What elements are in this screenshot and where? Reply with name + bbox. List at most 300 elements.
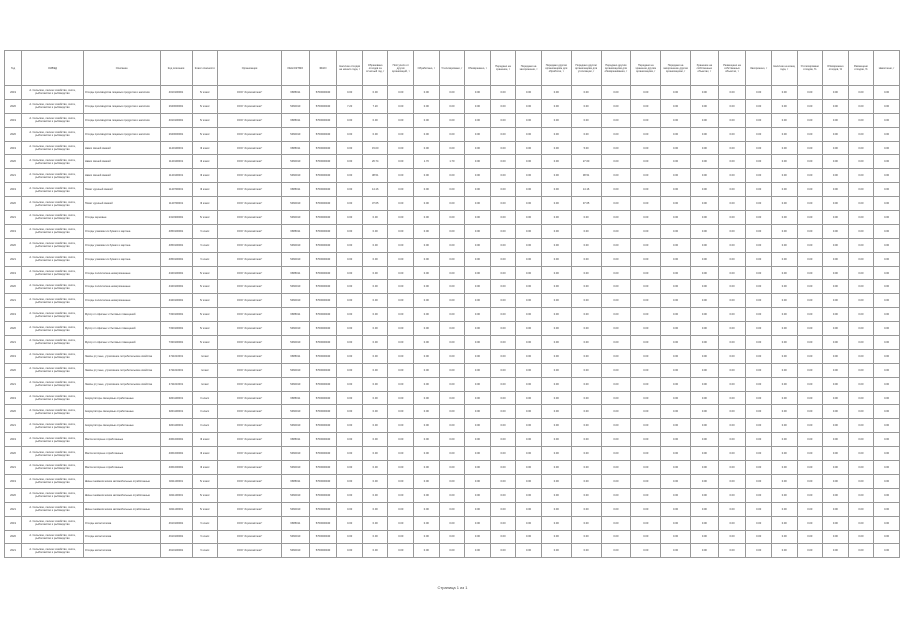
table-cell: 0.00 <box>848 377 874 391</box>
table-cell: 0.00 <box>465 433 491 447</box>
table-cell: ООО "Агрокомплекс" <box>218 308 282 322</box>
table-cell: 4610100001 <box>160 530 192 544</box>
table-cell: ООО "Агрокомплекс" <box>218 294 282 308</box>
table-cell: 0.00 <box>388 419 414 433</box>
table-cell: 0.00 <box>541 86 571 100</box>
table-cell: 0.00 <box>516 336 542 350</box>
table-cell: 0.00 <box>388 544 414 558</box>
table-cell: 5700000040 <box>309 516 337 530</box>
table-cell: 0.00 <box>388 183 414 197</box>
table-cell: 5700000040 <box>309 280 337 294</box>
table-cell: 0.00 <box>439 211 465 225</box>
table-cell: 0.00 <box>718 419 746 433</box>
header-row <box>5 51 900 86</box>
table-cell: V класс <box>192 252 218 266</box>
column-header: Год <box>5 51 22 86</box>
table-cell: 0.00 <box>516 308 542 322</box>
table-cell: 0.00 <box>541 349 571 363</box>
table-cell: 5700000040 <box>309 502 337 516</box>
table-row <box>5 113 900 127</box>
table-cell: ООО "Агрокомплекс" <box>218 544 282 558</box>
table-cell: 2021 <box>5 419 22 433</box>
table-cell: 0.00 <box>337 183 363 197</box>
table-cell: 0.00 <box>661 447 691 461</box>
table-cell: 0.00 <box>362 280 388 294</box>
table-cell: 4340100001 <box>160 266 192 280</box>
table-cell: 0.00 <box>718 113 746 127</box>
column-header: Передано на хранение другим организациям, т <box>631 51 661 86</box>
table-cell: 0.00 <box>337 322 363 336</box>
table-cell: 0.00 <box>465 238 491 252</box>
table-cell: 0.00 <box>439 113 465 127</box>
table-cell: 0.00 <box>571 447 601 461</box>
table-cell: 0.00 <box>439 377 465 391</box>
table-cell: ООО "Агрокомплекс" <box>218 155 282 169</box>
table-cell: 2020 <box>5 155 22 169</box>
table-cell: 0.00 <box>661 266 691 280</box>
table-cell: 0.00 <box>465 530 491 544</box>
table-row <box>5 377 900 391</box>
table-cell: 0.00 <box>631 197 661 211</box>
table-cell: 0.00 <box>601 405 631 419</box>
table-cell: 0.00 <box>691 336 719 350</box>
table-cell: ООО "Агрокомплекс" <box>218 474 282 488</box>
table-cell: 0.00 <box>490 349 516 363</box>
table-cell: 0.00 <box>718 516 746 530</box>
table-cell: 0.00 <box>388 322 414 336</box>
table-cell: 2019 <box>5 308 22 322</box>
column-header: Передано другим организациям для обработки, т <box>541 51 571 86</box>
table-cell: 4610100001 <box>160 516 192 530</box>
table-cell: 6685011 <box>281 113 309 127</box>
table-cell: 0.00 <box>823 530 849 544</box>
table-cell: 0.00 <box>823 99 849 113</box>
table-cell: 0.00 <box>691 266 719 280</box>
table-row <box>5 141 900 155</box>
table-cell: 0.00 <box>823 322 849 336</box>
table-cell: V класс <box>192 238 218 252</box>
column-header: Передано на хранение, т <box>490 51 516 86</box>
table-cell: 0.00 <box>337 86 363 100</box>
table-cell: 0.00 <box>718 363 746 377</box>
table-cell: 0.00 <box>571 544 601 558</box>
table-cell: 0.00 <box>823 349 849 363</box>
table-cell: 0.00 <box>337 516 363 530</box>
table-cell: 0.00 <box>465 252 491 266</box>
table-cell: 0.00 <box>541 405 571 419</box>
table-cell: 5700000040 <box>309 349 337 363</box>
table-cell: 0.00 <box>848 516 874 530</box>
table-cell: 0.00 <box>797 363 823 377</box>
table-cell: 0.00 <box>601 169 631 183</box>
table-cell: 0.00 <box>718 308 746 322</box>
table-cell: 0.00 <box>746 488 772 502</box>
table-cell: 0.00 <box>571 99 601 113</box>
table-cell: 0.00 <box>388 516 414 530</box>
table-cell: 0.00 <box>823 127 849 141</box>
table-cell: 0.00 <box>388 99 414 113</box>
table-cell: 0.00 <box>797 294 823 308</box>
table-cell: 0.00 <box>516 155 542 169</box>
table-cell: 0.00 <box>631 516 661 530</box>
table-cell: 0.00 <box>388 224 414 238</box>
table-cell: 0.00 <box>541 211 571 225</box>
column-header: Передано на захоронение другим организациям, т <box>661 51 691 86</box>
table-cell: 5700000040 <box>309 336 337 350</box>
table-cell: 0.00 <box>388 294 414 308</box>
table-cell: 9201100001 <box>160 391 192 405</box>
table-cell: 0.00 <box>691 183 719 197</box>
table-cell: 0.00 <box>771 127 797 141</box>
table-cell: 5700000040 <box>309 211 337 225</box>
table-cell: 0.00 <box>746 474 772 488</box>
table-cell: 0.00 <box>661 141 691 155</box>
table-cell: 37.65 <box>362 197 388 211</box>
table-cell: 0.00 <box>631 183 661 197</box>
table-cell: 0.00 <box>541 419 571 433</box>
table-cell: 0.00 <box>797 141 823 155</box>
table-cell: 5460010 <box>281 127 309 141</box>
table-cell: 0.00 <box>571 488 601 502</box>
table-cell: 1120700001 <box>160 183 192 197</box>
table-cell: 0.00 <box>746 127 772 141</box>
table-cell: 0.00 <box>823 308 849 322</box>
table-cell: 5700000040 <box>309 377 337 391</box>
table-cell: 0.00 <box>465 336 491 350</box>
table-cell: 0.00 <box>516 461 542 475</box>
table-cell: 5460010 <box>281 294 309 308</box>
table-cell: 0.00 <box>362 433 388 447</box>
table-cell: 0.00 <box>631 322 661 336</box>
table-cell: 0.00 <box>823 488 849 502</box>
table-cell: 0.00 <box>746 322 772 336</box>
table-cell: 6685011 <box>281 474 309 488</box>
table-cell: Лампы ртутные, утратившие потребительские свойства <box>83 377 160 391</box>
table-cell: 0.00 <box>337 377 363 391</box>
table-row <box>5 197 900 211</box>
table-cell: 0.00 <box>439 252 465 266</box>
table-cell: 0.00 <box>571 113 601 127</box>
table-cell: 0.00 <box>746 224 772 238</box>
table-cell: 0.00 <box>691 155 719 169</box>
table-cell: ООО "Агрокомплекс" <box>218 516 282 530</box>
table-cell: 0.00 <box>848 224 874 238</box>
table-cell: 2310300001 <box>160 211 192 225</box>
table-cell: 0.00 <box>848 211 874 225</box>
table-cell: 0.00 <box>691 280 719 294</box>
column-header: Передано другим организациям для обезвреживания, т <box>601 51 631 86</box>
table-cell: 0.00 <box>414 322 440 336</box>
table-cell: 0.00 <box>848 86 874 100</box>
table-cell: 0.00 <box>414 266 440 280</box>
column-header: Наличие на конец года, т <box>771 51 797 86</box>
table-cell: 0.00 <box>337 266 363 280</box>
table-cell: 0.00 <box>337 238 363 252</box>
table-cell: ООО "Агрокомплекс" <box>218 363 282 377</box>
table-cell: 0.00 <box>490 183 516 197</box>
table-cell: 0.00 <box>874 211 900 225</box>
table-cell: А. Сельское, лесное хозяйство, охота, рыболовство и рыбоводство <box>22 516 84 530</box>
table-cell: 1.70 <box>414 155 440 169</box>
table-cell: 0.00 <box>571 86 601 100</box>
table-cell: 0.00 <box>388 211 414 225</box>
table-cell: 0.00 <box>541 502 571 516</box>
table-cell: 5700000040 <box>309 197 337 211</box>
table-cell: 0.00 <box>601 516 631 530</box>
table-cell: 0.00 <box>362 308 388 322</box>
column-header: Утилизировано, т <box>439 51 465 86</box>
table-cell: 0.00 <box>439 308 465 322</box>
table-cell: 0.00 <box>439 391 465 405</box>
table-cell: 0.00 <box>362 294 388 308</box>
table-cell: 0.00 <box>541 224 571 238</box>
table-cell: 0.00 <box>823 224 849 238</box>
table-cell: 0.00 <box>601 99 631 113</box>
table-cell: 0.00 <box>631 433 661 447</box>
table-cell: 5460010 <box>281 252 309 266</box>
table-cell: 0.00 <box>414 544 440 558</box>
table-cell: 0.00 <box>823 433 849 447</box>
table-cell: 0.00 <box>362 488 388 502</box>
table-cell: 6685011 <box>281 224 309 238</box>
table-cell: 0.00 <box>516 252 542 266</box>
table-cell: 6685011 <box>281 86 309 100</box>
table-cell: 0.00 <box>718 280 746 294</box>
table-cell: 0.00 <box>874 266 900 280</box>
table-cell: 4050100001 <box>160 252 192 266</box>
table-cell: А. Сельское, лесное хозяйство, охота, рыболовство и рыбоводство <box>22 447 84 461</box>
table-cell: 0.00 <box>516 363 542 377</box>
table-row <box>5 530 900 544</box>
table-cell: 0.00 <box>516 391 542 405</box>
table-cell: 0.00 <box>874 488 900 502</box>
table-cell: 0.00 <box>541 127 571 141</box>
table-cell: 0.00 <box>746 516 772 530</box>
table-cell: 0.00 <box>362 377 388 391</box>
table-cell: 2019 <box>5 474 22 488</box>
table-cell: 0.00 <box>661 252 691 266</box>
table-cell: 0.00 <box>771 447 797 461</box>
table-cell: А. Сельское, лесное хозяйство, охота, рыболовство и рыбоводство <box>22 377 84 391</box>
table-cell: 0.00 <box>823 183 849 197</box>
table-cell: 0.00 <box>465 113 491 127</box>
table-cell: 0.00 <box>874 363 900 377</box>
table-cell: Отходы металлолома <box>83 516 160 530</box>
table-cell: 0.00 <box>718 433 746 447</box>
table-cell: 2019 <box>5 391 22 405</box>
table-cell: 4340100001 <box>160 280 192 294</box>
table-cell: 5700000040 <box>309 127 337 141</box>
table-cell: 0.00 <box>571 238 601 252</box>
table-cell: 0.00 <box>337 169 363 183</box>
table-cell: 0.00 <box>771 238 797 252</box>
table-cell: 0.00 <box>516 488 542 502</box>
table-cell: 0.00 <box>661 183 691 197</box>
table-cell: 5700000040 <box>309 488 337 502</box>
table-cell: А. Сельское, лесное хозяйство, охота, рыболовство и рыбоводство <box>22 530 84 544</box>
table-cell: 0.00 <box>848 99 874 113</box>
table-cell: 0.00 <box>516 113 542 127</box>
table-cell: 0.00 <box>691 224 719 238</box>
table-row <box>5 155 900 169</box>
table-cell: 0.00 <box>848 294 874 308</box>
table-cell: 5460010 <box>281 502 309 516</box>
table-cell: 0.00 <box>516 238 542 252</box>
table-cell: 0.00 <box>571 530 601 544</box>
table-cell: 0.00 <box>797 433 823 447</box>
table-cell: 5700000040 <box>309 169 337 183</box>
table-cell: 0.00 <box>691 86 719 100</box>
table-cell: 6685011 <box>281 516 309 530</box>
table-cell: 0.00 <box>848 308 874 322</box>
table-cell: ООО "Агрокомплекс" <box>218 252 282 266</box>
table-cell: 0.00 <box>631 377 661 391</box>
table-cell: 0.00 <box>414 252 440 266</box>
table-cell: 0.00 <box>718 197 746 211</box>
table-cell: 0.00 <box>571 308 601 322</box>
table-row <box>5 183 900 197</box>
table-cell: 0.00 <box>823 266 849 280</box>
table-cell: 0.00 <box>771 544 797 558</box>
table-cell: 0.00 <box>388 266 414 280</box>
table-cell: 0.00 <box>490 169 516 183</box>
table-cell: 0.00 <box>490 141 516 155</box>
table-cell: III класс <box>192 155 218 169</box>
table-cell: III класс <box>192 169 218 183</box>
table-cell: 0.00 <box>691 433 719 447</box>
table-cell: 0.00 <box>601 433 631 447</box>
table-cell: 0.00 <box>601 197 631 211</box>
table-cell: 2020 <box>5 447 22 461</box>
table-cell: 0.00 <box>771 419 797 433</box>
page-footer: Страница 1 из 1 <box>437 585 468 590</box>
table-cell: 0.00 <box>465 86 491 100</box>
table-cell: 0.00 <box>490 113 516 127</box>
table-cell: 0.00 <box>516 141 542 155</box>
table-cell: 0.00 <box>771 183 797 197</box>
table-cell: 0.00 <box>797 197 823 211</box>
table-cell: А. Сельское, лесное хозяйство, охота, рыболовство и рыбоводство <box>22 419 84 433</box>
table-cell: 0.00 <box>465 391 491 405</box>
table-cell: IV класс <box>192 308 218 322</box>
table-cell: 0.00 <box>362 516 388 530</box>
table-cell: 0.00 <box>691 488 719 502</box>
table-cell: 0.00 <box>414 405 440 419</box>
table-cell: 4711010001 <box>160 349 192 363</box>
table-cell: 5700000040 <box>309 252 337 266</box>
table-cell: 5460010 <box>281 461 309 475</box>
table-cell: ООО "Агрокомплекс" <box>218 447 282 461</box>
table-cell: 0.00 <box>337 155 363 169</box>
table-cell: ООО "Агрокомплекс" <box>218 502 282 516</box>
table-cell: 0.00 <box>823 141 849 155</box>
table-cell: 0.00 <box>490 405 516 419</box>
table-cell: 0.00 <box>661 86 691 100</box>
table-cell: ООО "Агрокомплекс" <box>218 280 282 294</box>
table-cell: 0.00 <box>771 530 797 544</box>
table-cell: 26.74 <box>362 155 388 169</box>
table-cell: 6685011 <box>281 349 309 363</box>
table-cell: 0.00 <box>823 391 849 405</box>
table-cell: 38.51 <box>571 169 601 183</box>
table-cell: 0.00 <box>797 252 823 266</box>
table-cell: 0.00 <box>848 183 874 197</box>
table-cell: 0.00 <box>490 461 516 475</box>
table-cell: 0.00 <box>848 544 874 558</box>
table-cell: Аккумуляторы свинцовые отработанные <box>83 419 160 433</box>
table-cell: 0.00 <box>541 488 571 502</box>
table-cell: 0.00 <box>388 349 414 363</box>
table-cell: 5460010 <box>281 99 309 113</box>
table-cell: 0.00 <box>571 294 601 308</box>
table-cell: 0.00 <box>362 474 388 488</box>
table-cell: 0.00 <box>465 488 491 502</box>
table-cell: 0.00 <box>691 127 719 141</box>
table-cell: 0.00 <box>541 544 571 558</box>
table-cell: 0.00 <box>439 141 465 155</box>
table-cell: 0.00 <box>746 405 772 419</box>
table-cell: 5.00 <box>571 141 601 155</box>
table-cell: 4061000001 <box>160 447 192 461</box>
table-cell: 7.20 <box>362 99 388 113</box>
table-cell: 0.00 <box>874 391 900 405</box>
table-cell: Масла моторные отработанные <box>83 433 160 447</box>
table-cell: 0.00 <box>337 127 363 141</box>
table-cell: 0.00 <box>388 530 414 544</box>
table-cell: 0.00 <box>848 349 874 363</box>
table-cell: 0.00 <box>661 377 691 391</box>
table-cell: 0.00 <box>541 377 571 391</box>
table-cell: 0.00 <box>516 99 542 113</box>
table-row <box>5 502 900 516</box>
table-cell: 0.00 <box>362 224 388 238</box>
table-cell: 0.00 <box>337 211 363 225</box>
table-cell: 0.00 <box>874 461 900 475</box>
table-cell: 0.00 <box>661 197 691 211</box>
table-cell: 0.00 <box>414 308 440 322</box>
table-cell: 0.00 <box>541 238 571 252</box>
table-body <box>5 86 900 558</box>
column-header: Размещено отходов, % <box>848 51 874 86</box>
table-cell: 0.00 <box>746 530 772 544</box>
table-cell: 0.00 <box>601 155 631 169</box>
table-cell: 0.00 <box>601 141 631 155</box>
table-cell: 0.00 <box>388 377 414 391</box>
table-cell: 0.00 <box>388 86 414 100</box>
table-cell: А. Сельское, лесное хозяйство, охота, рыболовство и рыбоводство <box>22 280 84 294</box>
table-cell: 0.00 <box>490 308 516 322</box>
table-cell: 0.00 <box>516 322 542 336</box>
table-cell: 0.00 <box>691 252 719 266</box>
table-cell: 0.00 <box>746 461 772 475</box>
table-cell: IV класс <box>192 336 218 350</box>
table-cell: 0.00 <box>414 447 440 461</box>
table-cell: 0.00 <box>797 544 823 558</box>
table-cell: 0.00 <box>516 419 542 433</box>
table-cell: 0.00 <box>771 280 797 294</box>
table-cell: 5700000040 <box>309 474 337 488</box>
table-cell: А. Сельское, лесное хозяйство, охота, рыболовство и рыбоводство <box>22 211 84 225</box>
table-cell: 0.00 <box>571 127 601 141</box>
table-cell: 0.00 <box>661 99 691 113</box>
table-cell: 0.00 <box>388 363 414 377</box>
table-cell: Мусор от офисных и бытовых помещений <box>83 308 160 322</box>
table-cell: 0.00 <box>337 349 363 363</box>
table-cell: 0.00 <box>516 474 542 488</box>
table-cell: 7.20 <box>337 99 363 113</box>
table-cell: 0.00 <box>414 280 440 294</box>
column-header: Захоронено, т <box>746 51 772 86</box>
